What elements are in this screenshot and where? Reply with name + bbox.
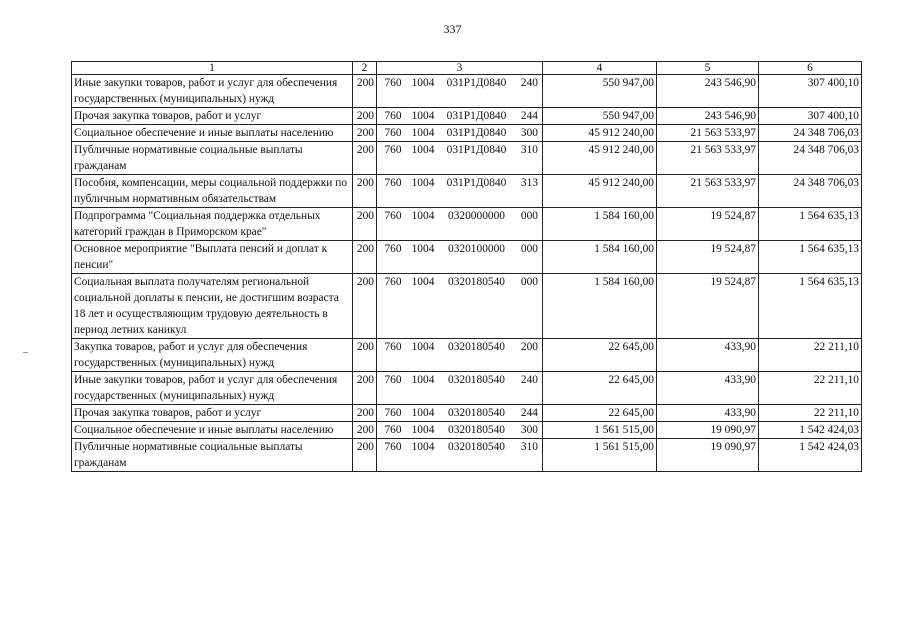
table-row xyxy=(72,108,862,125)
row-code-admin: 200 xyxy=(353,175,377,208)
row-classification-code xyxy=(377,372,543,405)
budget-table xyxy=(71,61,862,472)
table-row xyxy=(72,142,862,175)
row-value-col5: 433,90 xyxy=(657,372,759,405)
row-name: Подпрограмма "Социальная поддержка отдельных категорий граждан в Приморском крае" xyxy=(72,208,353,241)
row-value-col4: 22 645,00 xyxy=(543,372,657,405)
table-row xyxy=(72,125,862,142)
row-value-col4: 1 584 160,00 xyxy=(543,208,657,241)
row-name: Прочая закупка товаров, работ и услуг xyxy=(72,108,353,125)
row-classification-code xyxy=(377,108,543,125)
code-target-item: 0320000000 xyxy=(448,210,505,222)
table-row xyxy=(72,339,862,372)
row-value-col6: 24 348 706,03 xyxy=(759,125,862,142)
row-code-admin: 200 xyxy=(353,241,377,274)
code-target-item: 0320180540 xyxy=(448,424,505,436)
row-classification-code xyxy=(377,142,543,175)
code-expense-type: 310 xyxy=(520,144,538,156)
row-value-col5: 21 563 533,97 xyxy=(657,142,759,175)
code-ministry: 760 xyxy=(384,276,402,288)
code-ministry: 760 xyxy=(384,424,402,436)
row-value-col5: 433,90 xyxy=(657,405,759,422)
row-value-col6: 307 400,10 xyxy=(759,108,862,125)
row-code-admin: 200 xyxy=(353,274,377,339)
table-row xyxy=(72,422,862,439)
row-value-col5: 19 524,87 xyxy=(657,208,759,241)
code-section: 1004 xyxy=(411,210,435,222)
column-header-2: 2 xyxy=(353,62,377,75)
column-header-5: 5 xyxy=(657,62,759,75)
code-target-item: 0320180540 xyxy=(448,374,505,386)
code-expense-type: 300 xyxy=(520,127,538,139)
row-name: Иные закупки товаров, работ и услуг для обеспечения государственных (муниципальных) нужд xyxy=(72,372,353,405)
code-ministry: 760 xyxy=(384,374,402,386)
table-row xyxy=(72,175,862,208)
row-classification-code xyxy=(377,422,543,439)
code-ministry: 760 xyxy=(384,177,402,189)
row-value-col5: 19 090,97 xyxy=(657,439,759,472)
table-row xyxy=(72,241,862,274)
code-expense-type: 200 xyxy=(520,341,538,353)
code-section: 1004 xyxy=(411,110,435,122)
row-name: Социальное обеспечение и иные выплаты населению xyxy=(72,422,353,439)
code-expense-type: 310 xyxy=(520,441,538,453)
row-value-col4: 22 645,00 xyxy=(543,405,657,422)
row-value-col5: 433,90 xyxy=(657,339,759,372)
row-value-col4: 45 912 240,00 xyxy=(543,175,657,208)
row-value-col6: 1 564 635,13 xyxy=(759,208,862,241)
row-code-admin: 200 xyxy=(353,75,377,108)
row-classification-code xyxy=(377,405,543,422)
code-ministry: 760 xyxy=(384,144,402,156)
row-classification-code xyxy=(377,175,543,208)
code-section: 1004 xyxy=(411,77,435,89)
row-name: Публичные нормативные социальные выплаты гражданам xyxy=(72,142,353,175)
row-value-col4: 45 912 240,00 xyxy=(543,142,657,175)
code-expense-type: 000 xyxy=(520,243,538,255)
row-name: Социальное обеспечение и иные выплаты населению xyxy=(72,125,353,142)
table-row xyxy=(72,439,862,472)
code-section: 1004 xyxy=(411,177,435,189)
row-value-col4: 550 947,00 xyxy=(543,75,657,108)
row-name: Основное мероприятие "Выплата пенсий и доплат к пенсии" xyxy=(72,241,353,274)
code-expense-type: 313 xyxy=(520,177,538,189)
code-ministry: 760 xyxy=(384,341,402,353)
row-classification-code xyxy=(377,125,543,142)
row-value-col6: 22 211,10 xyxy=(759,405,862,422)
code-target-item: 0320100000 xyxy=(448,243,505,255)
row-value-col6: 22 211,10 xyxy=(759,372,862,405)
row-name: Прочая закупка товаров, работ и услуг xyxy=(72,405,353,422)
row-value-col4: 550 947,00 xyxy=(543,108,657,125)
row-classification-code xyxy=(377,75,543,108)
row-classification-code xyxy=(377,274,543,339)
code-section: 1004 xyxy=(411,424,435,436)
code-section: 1004 xyxy=(411,243,435,255)
table-row xyxy=(72,75,862,108)
row-value-col5: 19 524,87 xyxy=(657,241,759,274)
row-code-admin: 200 xyxy=(353,439,377,472)
code-expense-type: 000 xyxy=(520,276,538,288)
table-row xyxy=(72,405,862,422)
row-value-col6: 24 348 706,03 xyxy=(759,175,862,208)
table-row xyxy=(72,274,862,339)
code-target-item: 031Р1Д0840 xyxy=(446,144,507,156)
row-value-col4: 1 584 160,00 xyxy=(543,274,657,339)
row-classification-code xyxy=(377,208,543,241)
row-value-col4: 1 561 515,00 xyxy=(543,422,657,439)
row-code-admin: 200 xyxy=(353,405,377,422)
code-expense-type: 000 xyxy=(520,210,538,222)
code-target-item: 0320180540 xyxy=(448,276,505,288)
code-target-item: 031Р1Д0840 xyxy=(446,127,507,139)
code-ministry: 760 xyxy=(384,441,402,453)
row-value-col6: 22 211,10 xyxy=(759,339,862,372)
row-value-col4: 22 645,00 xyxy=(543,339,657,372)
row-value-col5: 19 524,87 xyxy=(657,274,759,339)
code-target-item: 0320180540 xyxy=(448,407,505,419)
margin-mark xyxy=(23,352,28,353)
code-expense-type: 300 xyxy=(520,424,538,436)
column-header-6: 6 xyxy=(759,62,862,75)
row-value-col4: 1 584 160,00 xyxy=(543,241,657,274)
code-section: 1004 xyxy=(411,144,435,156)
page-number: 337 xyxy=(443,22,462,36)
code-target-item: 0320180540 xyxy=(448,441,505,453)
row-value-col6: 24 348 706,03 xyxy=(759,142,862,175)
row-name: Публичные нормативные социальные выплаты гражданам xyxy=(72,439,353,472)
row-name: Иные закупки товаров, работ и услуг для обеспечения государственных (муниципальных) нужд xyxy=(72,75,353,108)
code-ministry: 760 xyxy=(384,407,402,419)
code-section: 1004 xyxy=(411,407,435,419)
code-target-item: 031Р1Д0840 xyxy=(446,110,507,122)
table-row xyxy=(72,372,862,405)
row-classification-code xyxy=(377,339,543,372)
code-target-item: 031Р1Д0840 xyxy=(446,77,507,89)
row-code-admin: 200 xyxy=(353,208,377,241)
row-value-col5: 21 563 533,97 xyxy=(657,125,759,142)
code-ministry: 760 xyxy=(384,210,402,222)
row-value-col5: 21 563 533,97 xyxy=(657,175,759,208)
code-section: 1004 xyxy=(411,374,435,386)
row-value-col6: 1 564 635,13 xyxy=(759,241,862,274)
code-target-item: 0320180540 xyxy=(448,341,505,353)
code-expense-type: 244 xyxy=(520,407,538,419)
code-section: 1004 xyxy=(411,127,435,139)
row-value-col4: 45 912 240,00 xyxy=(543,125,657,142)
row-value-col6: 307 400,10 xyxy=(759,75,862,108)
code-ministry: 760 xyxy=(384,77,402,89)
row-value-col5: 243 546,90 xyxy=(657,108,759,125)
code-section: 1004 xyxy=(411,441,435,453)
row-value-col5: 243 546,90 xyxy=(657,75,759,108)
code-expense-type: 244 xyxy=(520,110,538,122)
row-code-admin: 200 xyxy=(353,339,377,372)
column-header-4: 4 xyxy=(543,62,657,75)
column-header-3: 3 xyxy=(377,62,543,75)
code-section: 1004 xyxy=(411,276,435,288)
code-ministry: 760 xyxy=(384,127,402,139)
row-name: Социальная выплата получателям региональной социальной доплаты к пенсии, не достигшим возраста 18 лет и осуществляющим трудовую деятельность в период летних каникул xyxy=(72,274,353,339)
row-value-col6: 1 564 635,13 xyxy=(759,274,862,339)
row-value-col5: 19 090,97 xyxy=(657,422,759,439)
row-code-admin: 200 xyxy=(353,142,377,175)
row-code-admin: 200 xyxy=(353,422,377,439)
row-classification-code xyxy=(377,439,543,472)
code-section: 1004 xyxy=(411,341,435,353)
row-code-admin: 200 xyxy=(353,125,377,142)
row-classification-code xyxy=(377,241,543,274)
column-header-1: 1 xyxy=(72,62,353,75)
row-code-admin: 200 xyxy=(353,108,377,125)
header-row xyxy=(72,62,862,75)
code-expense-type: 240 xyxy=(520,374,538,386)
row-name: Пособия, компенсации, меры социальной поддержки по публичным нормативным обязательствам xyxy=(72,175,353,208)
row-value-col4: 1 561 515,00 xyxy=(543,439,657,472)
code-expense-type: 240 xyxy=(520,77,538,89)
code-target-item: 031Р1Д0840 xyxy=(446,177,507,189)
row-code-admin: 200 xyxy=(353,372,377,405)
code-ministry: 760 xyxy=(384,243,402,255)
code-ministry: 760 xyxy=(384,110,402,122)
table-row xyxy=(72,208,862,241)
row-value-col6: 1 542 424,03 xyxy=(759,422,862,439)
row-name: Закупка товаров, работ и услуг для обеспечения государственных (муниципальных) нужд xyxy=(72,339,353,372)
row-value-col6: 1 542 424,03 xyxy=(759,439,862,472)
